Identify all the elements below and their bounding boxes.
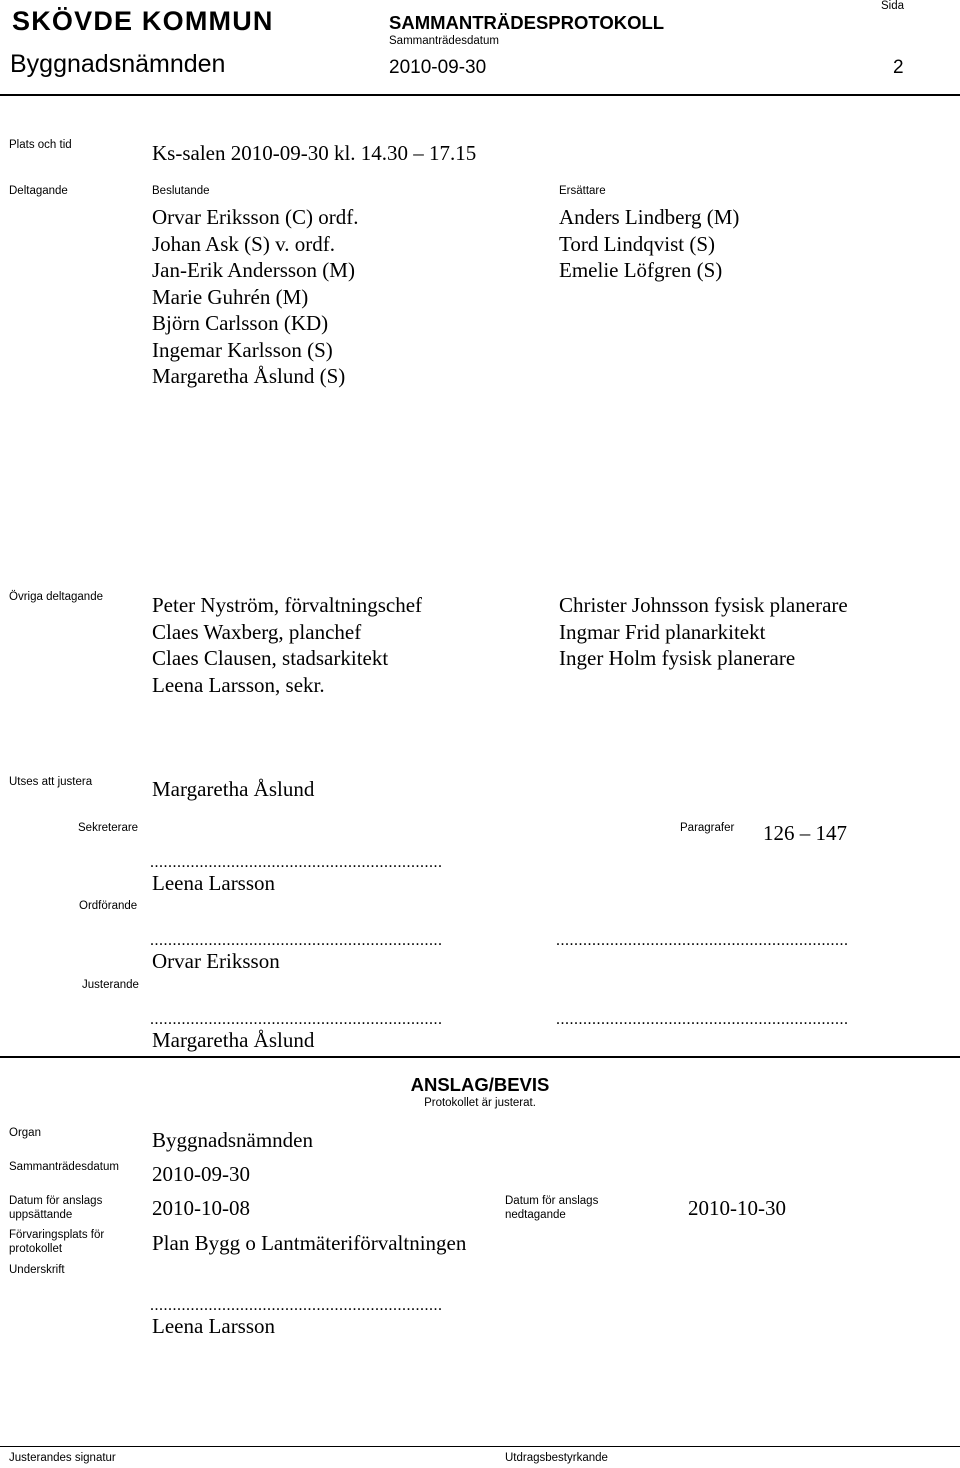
others-left-list [152, 592, 422, 698]
substitutes-label: Ersättare [559, 185, 606, 197]
notice-title: ANSLAG/BEVIS [410, 1074, 550, 1095]
section-divider [0, 1056, 960, 1058]
deciding-member: Johan Ask (S) v. ordf. [152, 231, 335, 256]
deciding-member: Björn Carlsson (KD) [152, 311, 329, 335]
chair-name: Orvar Eriksson [152, 949, 280, 973]
removed-label: Datum för anslags nedtagande [505, 1195, 599, 1221]
org-logo: SKÖVDE KOMMUN [12, 6, 274, 36]
place-label: Plats och tid [9, 139, 72, 151]
document-type-title: SAMMANTRÄDESPROTOKOLL [389, 12, 665, 33]
meeting-date-label: Sammanträdesdatum [9, 1161, 119, 1173]
signature-label: Underskrift [9, 1264, 65, 1276]
meeting-date-value: 2010-09-30 [152, 1162, 250, 1186]
other-participant: Claes Waxberg, planchef [152, 619, 362, 644]
header-date: 2010-09-30 [389, 57, 487, 78]
substitutes-list [559, 204, 739, 284]
posted-label: Datum för anslags uppsättande [9, 1195, 103, 1221]
notice-subtitle: Protokollet är justerat. [424, 1097, 536, 1109]
removed-value: 2010-10-30 [688, 1196, 786, 1220]
adjuster-right-signature-line: ................................................................. [556, 1011, 849, 1028]
other-participant: Inger Holm fysisk planerare [559, 646, 796, 670]
substitute-member: Emelie Löfgren (S) [559, 258, 723, 282]
deciding-member: Marie Guhrén (M) [152, 284, 309, 309]
organ-value: Byggnadsnämnden [152, 1128, 313, 1152]
header-divider [0, 94, 960, 96]
deciding-member: Ingemar Karlsson (S) [152, 337, 333, 362]
chair-label: Ordförande [79, 900, 138, 912]
others-label: Övriga deltagande [9, 591, 103, 603]
deciding-list [152, 204, 358, 390]
paragraphs-label: Paragrafer [680, 822, 735, 834]
deciding-member: Orvar Eriksson (C) ordf. [152, 205, 359, 229]
others-right-list [559, 592, 848, 672]
footer-right-label: Utdragsbestyrkande [505, 1452, 608, 1464]
deciding-label: Beslutande [152, 185, 210, 197]
adjuster-signature-line: ................................................................. [150, 1011, 443, 1028]
other-participant: Claes Clausen, stadsarkitekt [152, 646, 389, 670]
secretary-label: Sekreterare [78, 822, 139, 834]
participants-label: Deltagande [9, 185, 68, 197]
paragraphs-value: 126 – 147 [763, 821, 847, 845]
header-page-label: Sida [881, 0, 905, 12]
signature-name: Leena Larsson [152, 1314, 276, 1338]
organ-label: Organ [9, 1127, 41, 1139]
chair-signature-line: ................................................................. [150, 932, 443, 949]
secretary-signature-line: ................................................................. [150, 854, 443, 871]
adjuster-value: Margaretha Åslund [152, 777, 315, 801]
signature-line: ................................................................. [150, 1297, 443, 1314]
chair-right-signature-line: ................................................................. [556, 932, 849, 949]
adjuster-sign-label: Justerande [82, 979, 139, 991]
other-participant: Christer Johnsson fysisk planerare [559, 593, 848, 617]
secretary-name: Leena Larsson [152, 871, 276, 895]
posted-value: 2010-10-08 [152, 1196, 250, 1220]
page-number: 2 [893, 57, 904, 78]
deciding-member: Jan-Erik Andersson (M) [152, 258, 355, 282]
other-participant: Ingmar Frid planarkitekt [559, 619, 766, 644]
place-value: Ks-salen 2010-09-30 kl. 14.30 – 17.15 [152, 141, 477, 165]
substitute-member: Anders Lindberg (M) [559, 205, 740, 229]
other-participant: Peter Nyström, förvaltningschef [152, 593, 423, 617]
department-name: Byggnadsnämnden [10, 50, 226, 78]
other-participant: Leena Larsson, sekr. [152, 672, 325, 697]
storage-value: Plan Bygg o Lantmäteriförvaltningen [152, 1231, 467, 1255]
footer-left-label: Justerandes signatur [9, 1452, 116, 1464]
footer-divider [0, 1446, 960, 1447]
deciding-member: Margaretha Åslund (S) [152, 364, 346, 388]
header-date-label: Sammanträdesdatum [389, 35, 499, 47]
substitute-member: Tord Lindqvist (S) [559, 231, 716, 256]
adjuster-label: Utses att justera [9, 776, 93, 788]
storage-label: Förvaringsplats för protokollet [9, 1229, 105, 1255]
adjuster-sign-name: Margaretha Åslund [152, 1028, 315, 1052]
